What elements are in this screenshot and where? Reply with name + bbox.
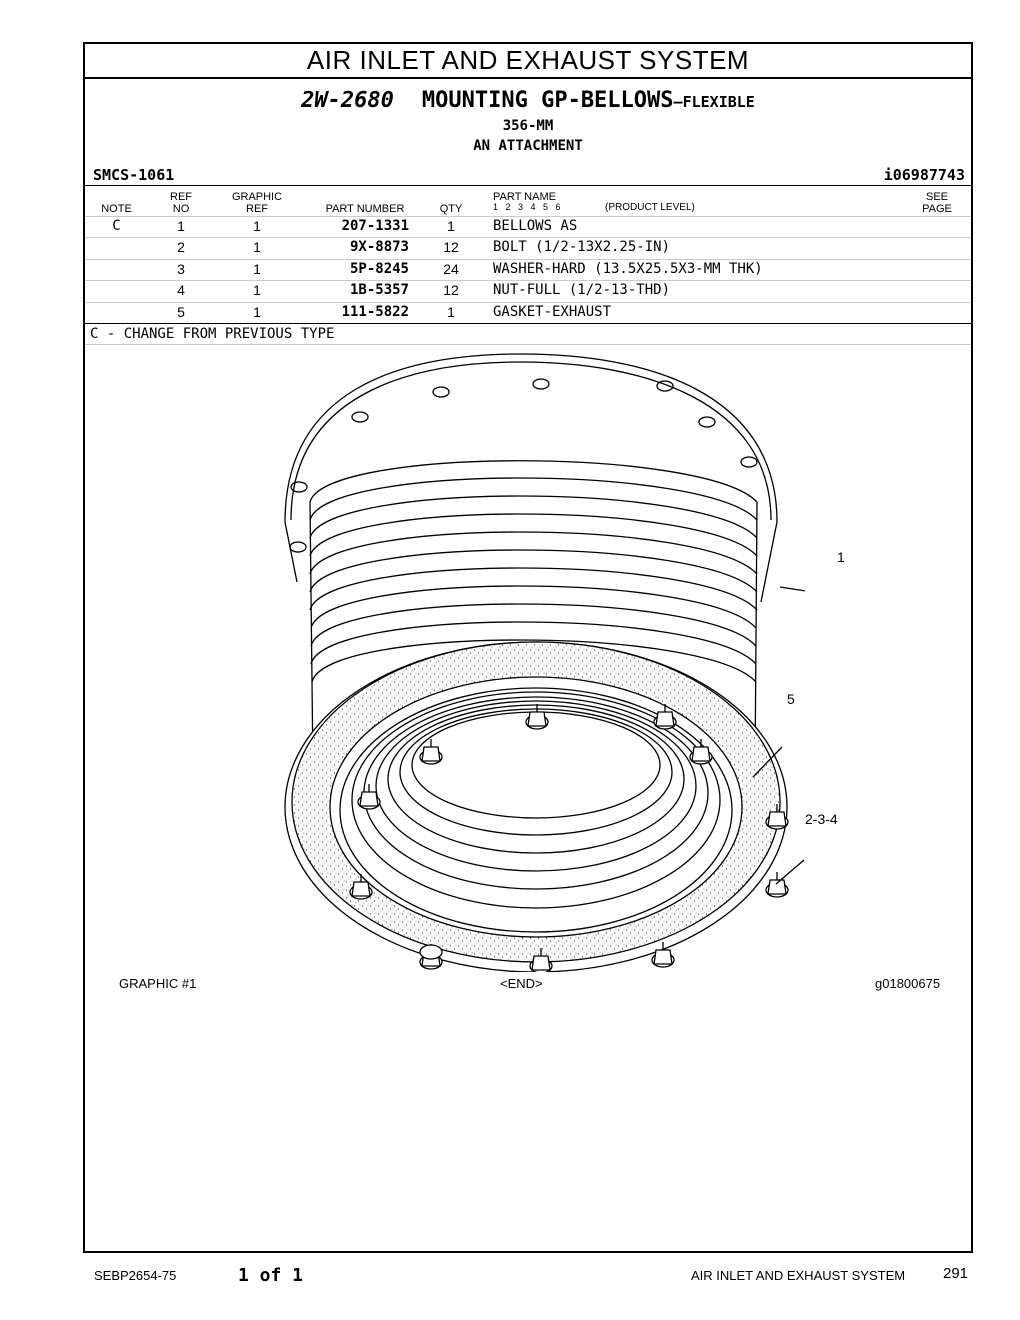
row-part-name: WASHER-HARD (13.5X25.5X3-MM THK) [493, 261, 763, 277]
group-part-number[interactable]: 2W-2680 [301, 88, 394, 113]
end-marker: <END> [500, 976, 543, 991]
col-qty: QTY [439, 203, 463, 215]
page-number: 291 [943, 1265, 969, 1282]
row-graphic-ref: 1 [253, 239, 261, 255]
group-size: 356-MM [502, 118, 554, 134]
col-ref-top: REF [170, 191, 192, 203]
callout-1: 1 [837, 549, 845, 565]
row-graphic-ref: 1 [253, 282, 261, 298]
divider [85, 259, 971, 260]
row-qty: 1 [447, 304, 455, 320]
top-flange-holes [290, 379, 757, 552]
row-part-number[interactable]: 9X-8873 [349, 239, 409, 255]
row-ref: 5 [177, 304, 185, 320]
page-count: 1 of 1 [238, 1265, 304, 1286]
top-flange-rim [285, 354, 777, 522]
row-qty: 12 [443, 282, 459, 298]
col-see-bottom: PAGE [922, 203, 952, 215]
group-name: MOUNTING GP-BELLOWS [421, 88, 674, 113]
leader-line-1 [780, 587, 805, 595]
row-part-name: BOLT (1/2-13X2.25-IN) [493, 239, 671, 255]
document-number: SEBP2654-75 [94, 1268, 177, 1283]
info-id: i06987743 [883, 166, 965, 184]
callout-2-3-4: 2-3-4 [805, 811, 838, 827]
bellows-illustration [265, 352, 805, 972]
smcs-code: SMCS-1061 [93, 166, 175, 184]
divider [85, 185, 971, 186]
col-ref-bottom: NO [172, 203, 190, 215]
divider [85, 302, 971, 303]
row-ref: 4 [177, 282, 185, 298]
divider [85, 280, 971, 281]
row-part-number[interactable]: 1B-5357 [349, 282, 409, 298]
row-part-name: NUT-FULL (1/2-13-THD) [493, 282, 671, 298]
row-qty: 1 [447, 218, 455, 234]
col-see-top: SEE [925, 191, 948, 203]
row-qty: 24 [443, 261, 459, 277]
col-graphic-top: GRAPHIC [231, 191, 283, 203]
row-qty: 12 [443, 239, 459, 255]
row-part-number[interactable]: 5P-8245 [349, 261, 409, 277]
col-part-name: PART NAME [493, 191, 556, 203]
col-part-number: PART NUMBER [325, 203, 405, 215]
group-suffix: —FLEXIBLE [673, 93, 755, 111]
leader-line-2-3-4 [776, 860, 804, 884]
divider [85, 216, 971, 217]
row-ref: 1 [177, 218, 185, 234]
page-frame [83, 42, 973, 1253]
divider [85, 237, 971, 238]
row-graphic-ref: 1 [253, 218, 261, 234]
col-note: NOTE [101, 203, 132, 215]
row-note: C [112, 218, 121, 234]
group-attachment: AN ATTACHMENT [473, 138, 583, 154]
row-graphic-ref: 1 [253, 304, 261, 320]
row-part-name: GASKET-EXHAUST [493, 304, 612, 320]
footer-section: AIR INLET AND EXHAUST SYSTEM [691, 1268, 906, 1283]
row-ref: 2 [177, 239, 185, 255]
col-graphic-bottom: REF [246, 203, 268, 215]
row-part-number[interactable]: 111-5822 [341, 304, 409, 320]
graphic-label: GRAPHIC #1 [119, 976, 197, 991]
group-title [85, 88, 971, 113]
change-note: C - CHANGE FROM PREVIOUS TYPE [90, 326, 335, 342]
row-part-name: BELLOWS AS [493, 218, 578, 234]
divider [85, 323, 971, 324]
col-product-level: (PRODUCT LEVEL) [605, 202, 695, 213]
graphic-id: g01800675 [875, 976, 941, 991]
section-title: AIR INLET AND EXHAUST SYSTEM [85, 44, 971, 79]
row-ref: 3 [177, 261, 185, 277]
divider [85, 344, 971, 345]
callout-5: 5 [787, 691, 795, 707]
row-graphic-ref: 1 [253, 261, 261, 277]
col-levels: 1 2 3 4 5 6 [493, 202, 561, 212]
row-part-number[interactable]: 207-1331 [341, 218, 409, 234]
